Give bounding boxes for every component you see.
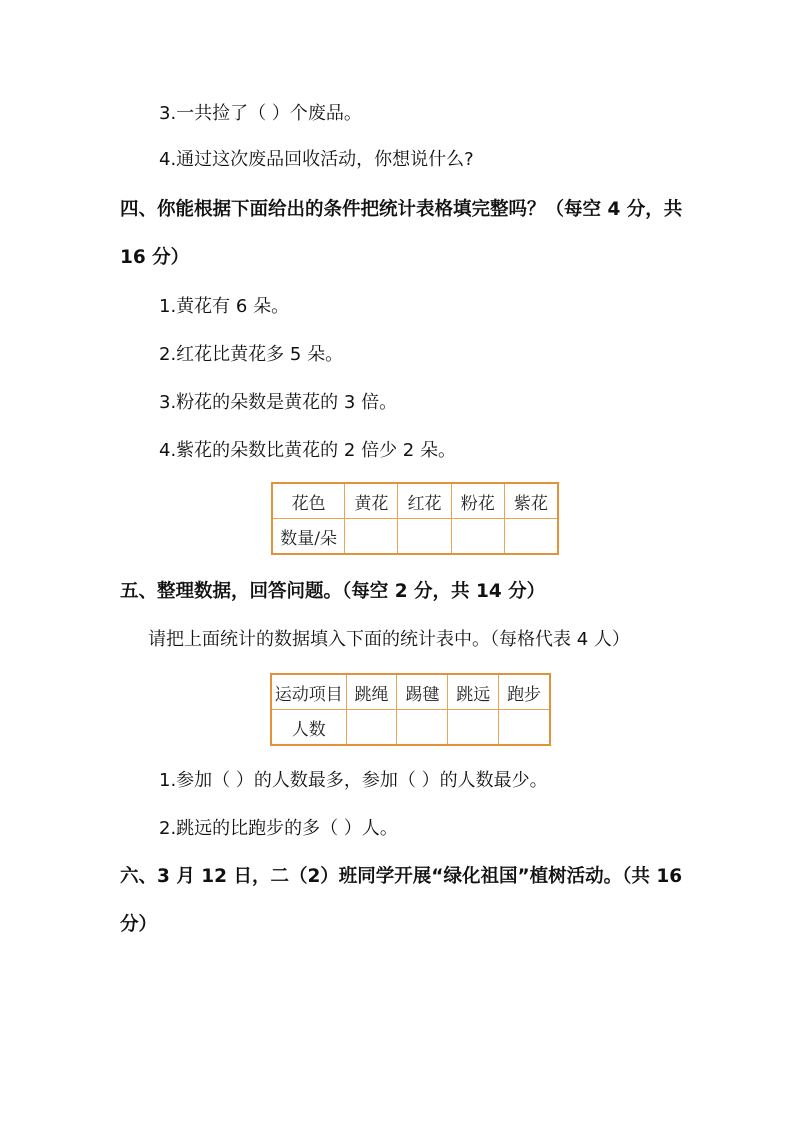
answer-cell[interactable] [346, 710, 397, 746]
section-4-title-line-1: 四、你能根据下面给出的条件把统计表格填完整吗？（每空 4 分，共 [120, 199, 683, 220]
table-header-cell: 踢毽 [397, 674, 448, 710]
condition-item: 2.红花比黄花多 5 朵。 [159, 344, 344, 365]
answer-cell[interactable] [345, 519, 398, 555]
table-header-row [272, 483, 558, 519]
section-5-instruction: 请把上面统计的数据填入下面的统计表中。（每格代表 4 人） [148, 629, 630, 650]
table-header-cell: 粉花 [451, 483, 504, 519]
question-3-line: 3.一共捡了（ ）个废品。 [159, 103, 362, 124]
condition-item: 3.粉花的朵数是黄花的 3 倍。 [159, 392, 398, 413]
answer-cell[interactable] [398, 519, 451, 555]
table-row-label: 数量/朵 [272, 519, 345, 555]
section-6-title-line-2: 分） [120, 914, 158, 935]
table-header-row [271, 674, 550, 710]
section-6-title-line-1: 六、3 月 12 日，二（2）班同学开展“绿化祖国”植树活动。（共 16 [120, 866, 683, 887]
question-4-line: 4.通过这次废品回收活动，你想说什么? [159, 149, 474, 170]
table-header-cell: 红花 [398, 483, 451, 519]
answer-cell[interactable] [397, 710, 448, 746]
sport-stat-table [270, 673, 551, 746]
table-header-cell: 黄花 [345, 483, 398, 519]
condition-item: 1.黄花有 6 朵。 [159, 296, 290, 317]
condition-item: 4.紫花的朵数比黄花的 2 倍少 2 朵。 [159, 440, 456, 461]
table-row [271, 710, 550, 746]
table-row [272, 519, 558, 555]
section-5-question-1: 1.参加（ ）的人数最多，参加（ ）的人数最少。 [159, 770, 548, 791]
table-header-cell: 跳远 [448, 674, 499, 710]
answer-cell[interactable] [499, 710, 550, 746]
table-header-cell: 跳绳 [346, 674, 397, 710]
flower-stat-table [271, 482, 559, 555]
answer-cell[interactable] [451, 519, 504, 555]
table-header-cell: 紫花 [504, 483, 558, 519]
table-header-cell: 花色 [272, 483, 345, 519]
section-5-question-2: 2.跳远的比跑步的多（ ）人。 [159, 818, 398, 839]
table-row-label: 人数 [271, 710, 346, 746]
table-header-cell: 跑步 [499, 674, 550, 710]
answer-cell[interactable] [448, 710, 499, 746]
section-4-title-line-2: 16 分） [120, 247, 190, 268]
table-header-cell: 运动项目 [271, 674, 346, 710]
section-5-title: 五、整理数据，回答问题。（每空 2 分，共 14 分） [120, 581, 546, 602]
answer-cell[interactable] [504, 519, 558, 555]
